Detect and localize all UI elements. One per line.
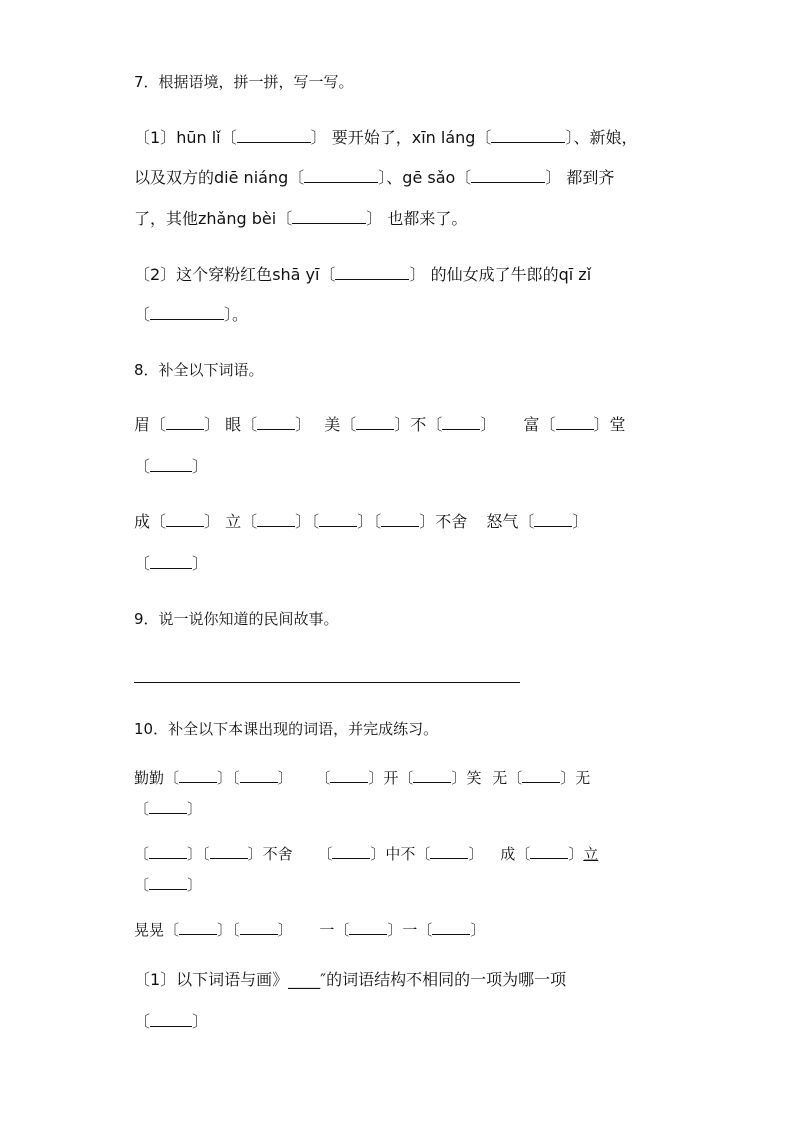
blank[interactable] xyxy=(349,919,387,935)
q10-row2-cont: 〔 〕 xyxy=(134,876,203,894)
blank[interactable] xyxy=(356,414,394,430)
blank[interactable] xyxy=(522,767,560,783)
blank[interactable] xyxy=(430,843,468,859)
blank-dieniang[interactable] xyxy=(304,167,378,183)
q10-row2: 〔 〕〔 〕不舍 〔 〕中不〔 〕 成〔 〕立 xyxy=(134,845,599,863)
blank[interactable] xyxy=(179,767,217,783)
blank[interactable] xyxy=(442,414,480,430)
blank[interactable] xyxy=(150,1011,192,1027)
blank[interactable] xyxy=(149,843,187,859)
blank[interactable] xyxy=(257,414,295,430)
pinyin-qizi: qī zǐ xyxy=(558,265,592,284)
q8-row1: 眉〔 〕 眼〔 〕 美〔 〕不〔 〕 富〔 〕堂 xyxy=(134,415,626,434)
blank[interactable] xyxy=(530,843,568,859)
q7-p1-line3: 了，其他zhǎng bèi〔 〕 也都来了。 xyxy=(134,209,468,228)
pinyin-gesao: gē sǎo xyxy=(402,168,456,187)
pinyin-dieniang: diē niáng xyxy=(214,168,289,187)
pinyin-zhangbei: zhǎng bèi xyxy=(198,209,277,228)
q7-p2-line2: 〔 〕。 xyxy=(134,305,249,324)
q10-row1-cont: 〔 〕 xyxy=(134,800,203,818)
blank[interactable] xyxy=(150,553,192,569)
blank-qizi[interactable] xyxy=(150,304,224,320)
blank[interactable] xyxy=(166,511,204,527)
blank[interactable] xyxy=(332,843,370,859)
q7-p1-label: 〔1〕 xyxy=(134,128,177,147)
blank[interactable] xyxy=(149,874,187,890)
pinyin-shayi: shā yī xyxy=(272,265,320,284)
blank[interactable] xyxy=(179,919,217,935)
q8-title: 8．补全以下词语。 xyxy=(134,361,264,379)
q10-sub1-answer: 〔 〕 xyxy=(134,1012,209,1031)
q8-row2: 成〔 〕 立〔 〕〔 〕〔 〕不舍 怒气〔 〕 xyxy=(134,512,589,531)
q7-p2-line1: 〔2〕这个穿粉红色shā yī〔 〕 的仙女成了牛郎的qī zǐ xyxy=(134,265,592,284)
blank[interactable] xyxy=(534,511,572,527)
blank[interactable] xyxy=(330,767,368,783)
blank-hunli[interactable] xyxy=(237,127,311,143)
blank[interactable] xyxy=(149,798,187,814)
q10-title: 10．补全以下本课出现的词语，并完成练习。 xyxy=(134,720,439,738)
blank[interactable] xyxy=(240,767,278,783)
blank[interactable] xyxy=(240,919,278,935)
q7-title: 7．根据语境，拼一拼，写一写。 xyxy=(134,73,354,91)
blank[interactable] xyxy=(210,843,248,859)
q10-sub1: 〔1〕以下词语与画》____″的词语结构不相同的一项为哪一项 xyxy=(134,970,567,989)
q9-answer-line[interactable] xyxy=(134,682,520,683)
blank-gesao[interactable] xyxy=(471,167,545,183)
q10-row3: 晃晃〔 〕〔 〕 一〔 〕一〔 〕 xyxy=(134,921,486,939)
blank[interactable] xyxy=(432,919,470,935)
q9-title: 9．说一说你知道的民间故事。 xyxy=(134,610,339,628)
pinyin-xinlang: xīn láng xyxy=(411,128,476,147)
blank-zhangbei[interactable] xyxy=(292,208,366,224)
q8-row1-cont: 〔 〕 xyxy=(134,457,209,476)
blank[interactable] xyxy=(150,456,192,472)
blank[interactable] xyxy=(166,414,204,430)
blank[interactable] xyxy=(381,511,419,527)
pinyin-hunli: hūn lǐ xyxy=(176,128,221,147)
q7-p1-line2: 以及双方的diē niáng〔 〕、gē sǎo〔 〕 都到齐 xyxy=(134,168,615,187)
q10-row1: 勤勤〔 〕〔 〕 〔 〕开〔 〕笑 无〔 〕无 xyxy=(134,769,591,787)
q8-row2-cont: 〔 〕 xyxy=(134,554,209,573)
blank[interactable] xyxy=(556,414,594,430)
blank-xinlang[interactable] xyxy=(491,127,565,143)
blank[interactable] xyxy=(257,511,295,527)
blank[interactable] xyxy=(413,767,451,783)
blank[interactable] xyxy=(319,511,357,527)
blank-shayi[interactable] xyxy=(335,264,409,280)
q7-p1-line1: 〔1〕hūn lǐ〔 〕 要开始了，xīn láng〔 〕、新娘， xyxy=(134,128,638,147)
